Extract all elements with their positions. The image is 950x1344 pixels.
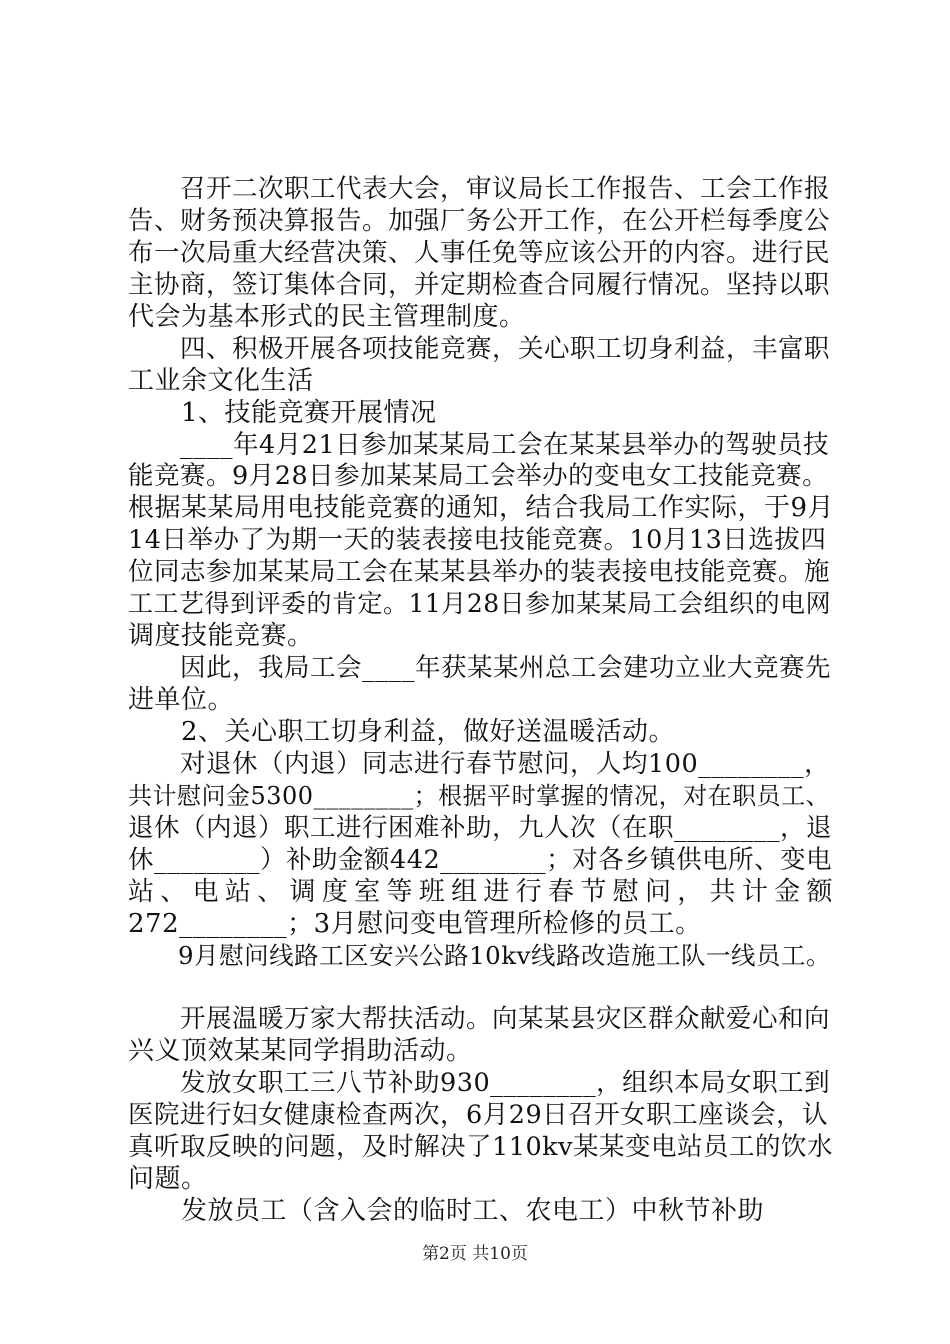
text-line: 退休（内退）职工进行困难补助，九人次（在职________，退 xyxy=(128,813,833,843)
text-line: 主协商，签订集体合同，并定期检查合同履行情况。坚持以职 xyxy=(128,270,831,300)
text-line: 9月慰问线路工区安兴公路10kv线路改造施工队一线员工。 xyxy=(128,941,831,970)
section-heading: 四、积极开展各项技能竞赛，关心职工切身利益，丰富职 xyxy=(128,334,831,364)
subsection-heading: 2、关心职工切身利益，做好送温暖活动。 xyxy=(128,717,676,747)
text-line: 代会为基本形式的民主管理制度。 xyxy=(128,302,526,332)
text-line: 开展温暖万家大帮扶活动。向某某县灾区群众献爱心和向 xyxy=(128,1004,831,1034)
text-line: 发放员工（含入会的临时工、农电工）中秋节补助 xyxy=(128,1196,765,1226)
text-line: 发放女职工三八节补助930________，组织本局女职工到 xyxy=(128,1068,831,1098)
text-line: 问题。 xyxy=(128,1164,208,1194)
text-line: 14日举办了为期一天的装表接电技能竞赛。10月13日选拔四 xyxy=(128,525,827,555)
text-line: 272________；3月慰问变电管理所检修的员工。 xyxy=(128,909,702,939)
section-heading: 工业余文化生活 xyxy=(128,366,314,396)
text-line: 真听取反映的问题，及时解决了110kv某某变电站员工的饮水 xyxy=(128,1132,834,1162)
text-line: 兴义顶效某某同学捐助活动。 xyxy=(128,1036,473,1066)
text-line: 工工艺得到评委的肯定。11月28日参加某某局工会组织的电网 xyxy=(128,589,832,618)
text-line: 布一次局重大经营决策、人事任免等应该公开的内容。进行民 xyxy=(128,238,831,268)
text-line: 能竞赛。9月28日参加某某局工会举办的变电女工技能竞赛。 xyxy=(128,461,829,491)
text-line: 休________）补助金额442________；对各乡镇供电所、变电 xyxy=(128,845,833,875)
text-line: 根据某某局用电技能竞赛的通知，结合我局工作实际，于9月 xyxy=(128,493,835,523)
text-line: 调度技能竞赛。 xyxy=(128,621,314,651)
text-line: 医院进行妇女健康检查两次，6月29日召开女职工座谈会，认 xyxy=(128,1100,829,1130)
text-line: 召开二次职工代表大会，审议局长工作报告、工会工作报 xyxy=(128,174,831,204)
text-line: 告、财务预决算报告。加强厂务公开工作，在公开栏每季度公 xyxy=(128,206,831,236)
text-line: ____年4月21日参加某某局工会在某某县举办的驾驶员技 xyxy=(128,430,830,460)
text-line: 因此，我局工会____年获某某州总工会建功立业大竞赛先 xyxy=(128,653,832,683)
subsection-heading: 1、技能竞赛开展情况 xyxy=(128,398,437,428)
text-line: 位同志参加某某局工会在某某县举办的装表接电技能竞赛。施 xyxy=(128,557,831,587)
text-line: 对退休（内退）同志进行春节慰问，人均100________， xyxy=(128,749,831,779)
text-line: 共计慰问金5300________；根据平时掌握的情况，对在职员工、 xyxy=(128,782,831,810)
text-line: 站、电站、调度室等班组进行春节慰问，共计金额 xyxy=(128,877,833,907)
page-footer: 第2页 共10页 xyxy=(422,1244,528,1264)
text-line: 进单位。 xyxy=(128,685,235,715)
blank-line xyxy=(128,971,833,1003)
